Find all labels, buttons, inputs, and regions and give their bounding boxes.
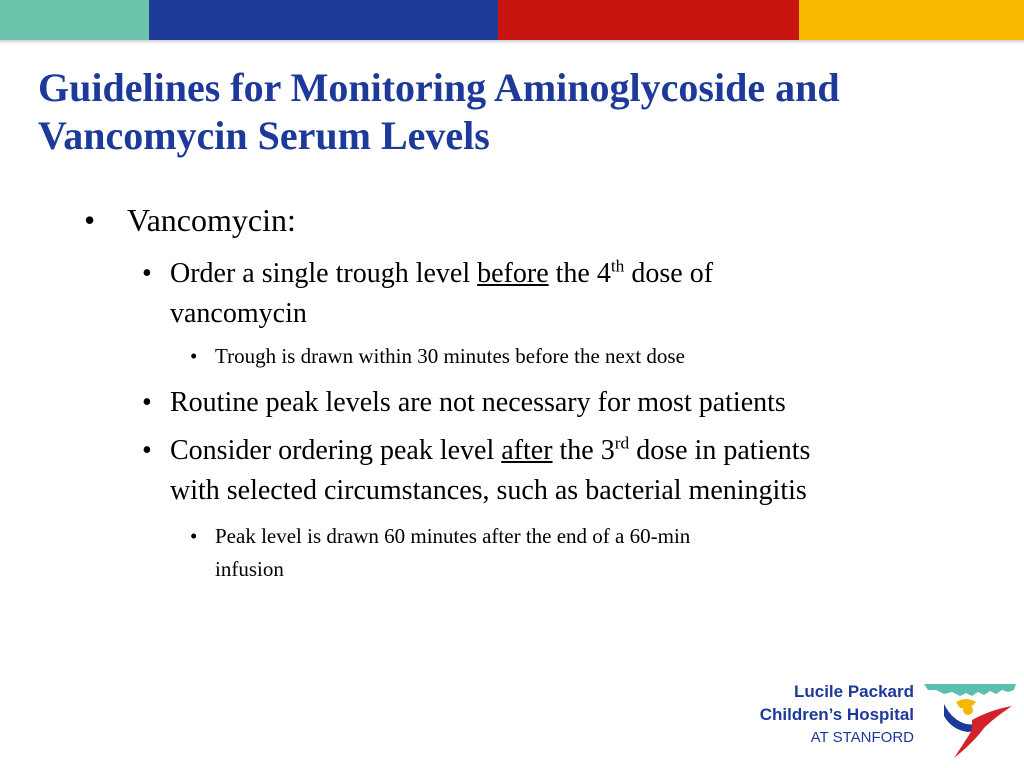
color-bar-shadow <box>0 40 1024 44</box>
bullet-dot-icon: • <box>142 258 152 289</box>
bullet-text: dose of <box>631 258 714 289</box>
logo-line-2: Children’s Hospital <box>759 705 914 724</box>
bullet-text: infusion <box>215 557 284 581</box>
bullet-text: Consider ordering peak level <box>170 435 495 466</box>
child-figure-logo-icon <box>922 680 1018 760</box>
top-color-bar <box>0 0 1024 44</box>
color-bar-yellow <box>799 0 1024 40</box>
bullet-dot-icon: • <box>142 387 152 418</box>
bullet-text: Order a single trough level <box>170 258 471 289</box>
hospital-logo <box>760 680 1024 768</box>
underlined-before: before <box>477 258 549 289</box>
slide-title <box>38 64 998 160</box>
bullet-text: the 3 <box>559 435 615 466</box>
bullet-text: the 4 <box>555 258 611 289</box>
title-line-1: Guidelines for Monitoring Aminoglycoside and <box>38 65 840 110</box>
superscript-rd: rd <box>614 433 630 453</box>
color-bar-teal <box>0 0 149 40</box>
logo-wordmark <box>760 680 914 749</box>
color-bar-red <box>498 0 799 40</box>
bullet-text: vancomycin <box>170 298 307 329</box>
superscript-th: th <box>610 256 625 276</box>
bullet-dot-icon: • <box>84 202 96 238</box>
bullet-text: with selected circumstances, such as bacterial meningitis <box>170 475 807 506</box>
color-bar-blue <box>149 0 498 40</box>
logo-line-1: Lucile Packard <box>793 682 914 701</box>
underlined-after: after <box>501 435 553 466</box>
bullet-text: dose in patients <box>636 435 811 466</box>
logo-line-3: AT STANFORD <box>810 729 914 746</box>
bullet-dot-icon: • <box>190 524 198 548</box>
bullet-dot-icon: • <box>142 435 152 466</box>
bullet-text: Trough is drawn within 30 minutes before the next dose <box>215 344 685 368</box>
bullet-text: Routine peak levels are not necessary for most patients <box>170 387 786 418</box>
bullet-text: Vancomycin: <box>127 202 296 238</box>
bullet-dot-icon: • <box>190 344 198 368</box>
bullet-text: Peak level is drawn 60 minutes after the end of a 60-min <box>215 524 691 548</box>
title-line-2: Vancomycin Serum Levels <box>38 113 490 158</box>
